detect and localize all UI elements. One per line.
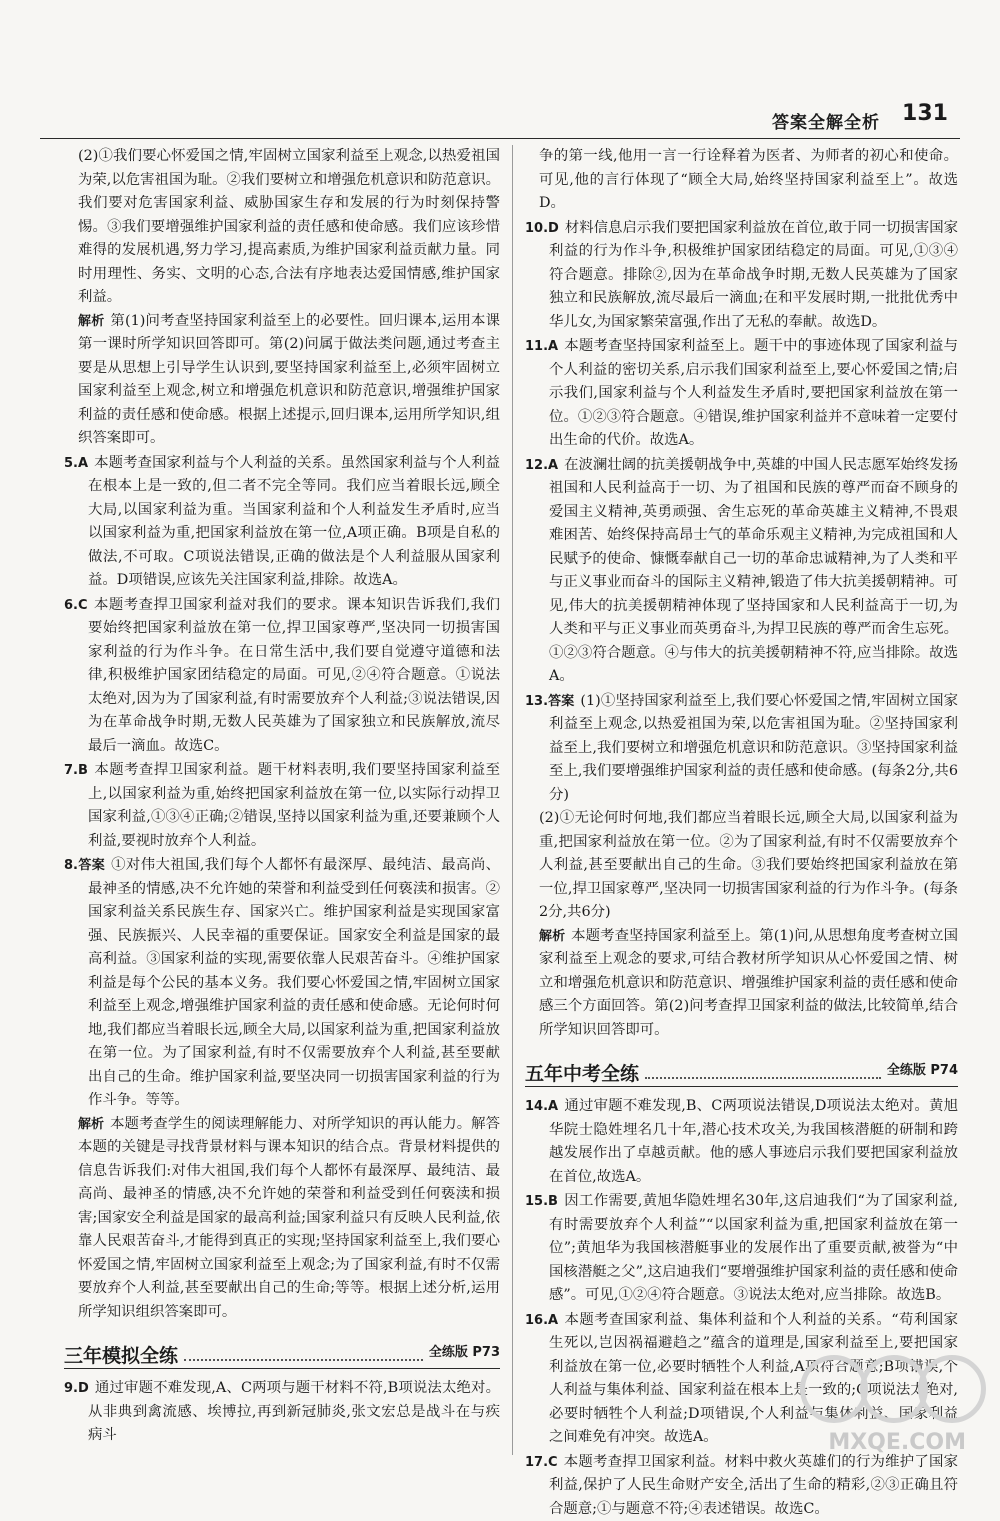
question-number: 15.B <box>525 1194 558 1209</box>
question-12 <box>525 454 958 689</box>
analysis-paragraph <box>525 925 958 1043</box>
question-text: 通过审题不难发现,A、C两项与题干材料不符,B项说法太绝对。从非典到禽流感、埃博拉,再到新冠肺炎,张文宏总是战斗在与疾病斗 <box>88 1380 500 1443</box>
question-8 <box>64 854 500 1113</box>
right-column <box>525 145 958 1521</box>
analysis-paragraph <box>64 310 500 451</box>
analysis-text: 本题考查坚持国家利益至上。第(1)问,从思想角度考查树立国家利益至上观念的要求,可结合教材所学知识从心怀爱国之情、树立和增强危机意识和防范意识、增强维护国家利益的责任感和使命感三个方面回答。第(2)问考查捍卫国家利益的做法,比较简单,结合所学知识回答即可。 <box>539 928 958 1038</box>
section-dots <box>645 1077 881 1079</box>
question-number: 6.C <box>64 598 88 613</box>
page-header <box>40 98 960 139</box>
question-number: 13.答案 <box>525 694 574 709</box>
question-number: 9.D <box>64 1381 89 1396</box>
section-heading <box>525 1052 958 1087</box>
question-text: 本题考查捍卫国家利益对我们的要求。课本知识告诉我们,我们要始终把国家利益放在第一位,捍卫国家尊严,坚决同一切损害国家利益的行为作斗争。在日常生活中,我们要自觉遵守道德和法律,积极维护国家团结稳定的局面。可见,②④符合题意。①说法太绝对,因为为了国家利益,有时需要放弃个人利益;③说法错误,因为在革命战争时期,无数人民英雄为了国家独立和民族解放,流尽最后一滴血。故选C。 <box>88 597 500 754</box>
question-number: 8.答案 <box>64 858 105 873</box>
analysis-text: 第(1)问考查坚持国家利益至上的必要性。回归课本,运用本课第一课时所学知识回答即可。第(2)问属于做法类问题,通过考查主要是从思想上引导学生认识到,要坚持国家利益至上,必须牢固树立国家利益至上观念,树立和增强危机意识和防范意识,增强维护国家利益的责任感和使命感。根据上述提示,回归课本,运用所学知识,组织答案即可。 <box>78 313 500 447</box>
section-dots <box>184 1359 423 1361</box>
left-column <box>64 145 500 1448</box>
question-text: 材料信息启示我们要把国家利益放在首位,敢于同一切损害国家利益的行为作斗争,积极维护国家团结稳定的局面。可见,①③④符合题意。排除②,因为在革命战争时期,无数人民英雄为了国家独立和民族解放,流尽最后一滴血;在和平发展时期,一批批优秀中华儿女,为国家繁荣富强,作出了无私的奉献。故选D。 <box>549 220 958 330</box>
question-text: 通过审题不难发现,B、C两项说法错误,D项说法太绝对。黄旭华院士隐姓埋名几十年,潜心技术攻关,为我国核潜艇的研制和跨越发展作出了卓越贡献。他的感人事迹启示我们要把国家利益放在首位,故选A。 <box>549 1098 958 1185</box>
analysis-label: 解析 <box>78 314 104 329</box>
question-text: (1)①坚持国家利益至上,我们要心怀爱国之情,牢固树立国家利益至上观念,以热爱祖国为荣,以危害祖国为耻。②坚持国家利益至上,我们要树立和增强危机意识和防范意识。③坚持国家利益至上,我们要增强维护国家利益的责任感和使命感。(每条2分,共6分) <box>549 693 958 803</box>
analysis-text: 本题考查学生的阅读理解能力、对所学知识的再认能力。解答本题的关键是寻找背景材料与课本知识的结合点。背景材料提供的信息告诉我们:对伟大祖国,我们每个人都怀有最深厚、最纯洁、最高尚、最神圣的情感,决不允许她的荣誉和利益受到任何亵渎和损害;国家安全利益是国家的最高利益;国家利益只有反映人民利益,依靠人民艰苦奋斗,才能得到真正的实现;坚持国家利益至上,我们要心怀爱国之情,牢固树立国家利益至上观念;为了国家利益,有时不仅需要放弃个人利益,甚至要献出自己的生命;等等。根据上述分析,运用所学知识组织答案即可。 <box>78 1116 500 1320</box>
question-13 <box>525 690 958 808</box>
section-page-ref: 全练版 P74 <box>887 1059 958 1087</box>
answer-paragraph: (2)①我们要心怀爱国之情,牢固树立国家利益至上观念,以热爱祖国为荣,以危害祖国为耻。②我们要树立和增强危机意识和防范意识。我们要对危害国家利益、威胁国家生存和发展的行为时刻保持警惕。③我们要增强维护国家利益的责任感和使命感。我们应该珍惜难得的发展机遇,努力学习,提高素质,为维护国家利益贡献力量。同时用理性、务实、文明的心态,合法有序地表达爱国情感,维护国家利益。 <box>64 145 500 310</box>
question-text: ①对伟大祖国,我们每个人都怀有最深厚、最纯洁、最高尚、最神圣的情感,决不允许她的荣誉和利益受到任何亵渎和损害。②国家利益关系民族生存、国家兴亡。维护国家利益是实现国家富强、民族振兴、人民幸福的重要保证。国家安全利益是国家的最高利益。③国家利益的实现,需要依靠人民艰苦奋斗。④维护国家利益是每个公民的基本义务。我们要心怀爱国之情,牢固树立国家利益至上观念,增强维护国家利益的责任感和使命感。无论何时何地,我们都应当着眼长远,顾全大局,以国家利益为重,把国家利益放在第一位。为了国家利益,有时不仅需要放弃个人利益,甚至要献出自己的生命。维护国家利益,要坚决同一切损害国家利益的行为作斗争。等等。 <box>88 857 500 1108</box>
section-page-ref: 全练版 P73 <box>429 1341 500 1369</box>
question-11 <box>525 335 958 453</box>
question-10 <box>525 217 958 335</box>
question-number: 10.D <box>525 221 559 236</box>
question-number: 5.A <box>64 456 88 471</box>
question-15 <box>525 1190 958 1308</box>
question-text: 本题考查坚持国家利益至上。题干中的事迹体现了国家利益与个人利益的密切关系,启示我们国家利益至上,要心怀爱国之情;启示我们,国家利益与个人利益发生矛盾时,要把国家利益放在第一位。①②③符合题意。④错误,维护国家利益并不意味着一定要付出生命的代价。故选A。 <box>549 338 958 448</box>
analysis-label: 解析 <box>539 929 565 944</box>
watermark-text: MXQE.COM <box>828 1430 966 1455</box>
question-7 <box>64 759 500 853</box>
question-9-continued: 争的第一线,他用一言一行诠释着为医者、为师者的初心和使命。可见,他的言行体现了“顾全大局,始终坚持国家利益至上”。故选D。 <box>525 145 958 216</box>
question-text: 本题考查捍卫国家利益。材料中救火英雄们的行为维护了国家利益,保护了人民生命财产安全,活出了生命的精彩,②③正确且符合题意;①与题意不符;④表述错误。故选C。 <box>549 1454 958 1517</box>
question-13-part-2: (2)①无论何时何地,我们都应当着眼长远,顾全大局,以国家利益为重,把国家利益放在第一位。②为了国家利益,有时不仅需要放弃个人利益,甚至要献出自己的生命。③我们要始终把国家利益放在第一位,捍卫国家尊严,坚决同一切损害国家利益的行为作斗争。(每条2分,共6分) <box>525 807 958 925</box>
page-number: 131 <box>890 98 960 130</box>
question-text: 在波澜壮阔的抗美援朝战争中,英雄的中国人民志愿军始终发扬祖国和人民利益高于一切、为了祖国和民族的尊严而奋不顾身的爱国主义精神,英勇顽强、舍生忘死的革命英雄主义精神,不畏艰难困苦、始终保持高昂士气的革命乐观主义精神,为完成祖国和人民赋予的使命、慷慨奉献自己一切的革命忠诚精神,为了人类和平与正义事业而奋斗的国际主义精神,锻造了伟大抗美援朝精神。可见,伟大的抗美援朝精神体现了坚持国家和人民利益高于一切,为人类和平与正义事业而英勇奋斗,为捍卫民族的尊严而舍生忘死。①②③符合题意。④与伟大的抗美援朝精神不符,应当排除。故选A。 <box>549 457 958 685</box>
section-title: 三年模拟全练 <box>64 1345 178 1369</box>
question-text: 本题考查国家利益与个人利益的关系。虽然国家利益与个人利益在根本上是一致的,但二者不完全等同。我们应当着眼长远,顾全大局,以国家利益为重。当国家利益和个人利益发生矛盾时,应当以国家利益为重,把国家利益放在第一位,A项正确。B项是自私的做法,不可取。C项说法错误,正确的做法是个人利益服从国家利益。D项错误,应该先关注国家利益,排除。故选A。 <box>88 455 500 589</box>
question-text: 本题考查国家利益、集体利益和个人利益的关系。“苟利国家生死以,岂因祸福避趋之”蕴含的道理是,国家利益至上,要把国家利益放在第一位,必要时牺牲个人利益,A项符合题意;B项错误,个人利益与集体利益、国家利益在根本上是一致的;C项说法太绝对,必要时牺牲个人利益;D项错误,个人利益与集体利益、国家利益之间难免有冲突。故选A。 <box>549 1312 958 1446</box>
question-text: 因工作需要,黄旭华隐姓埋名30年,这启迪我们“为了国家利益,有时需要放弃个人利益”“以国家利益为重,把国家利益放在第一位”;黄旭华为我国核潜艇事业的发展作出了重要贡献,被誉为“中国核潜艇之父”,这启迪我们“要增强维护国家利益的责任感和使命感”。可见,①②④符合题意。③说法太绝对,应当排除。故选B。 <box>549 1193 958 1303</box>
section-title: 五年中考全练 <box>525 1063 639 1087</box>
analysis-paragraph <box>64 1113 500 1325</box>
header-title: 答案全解全析 <box>772 108 880 133</box>
question-number: 7.B <box>64 763 88 778</box>
question-number: 11.A <box>525 339 558 354</box>
question-text: 本题考查捍卫国家利益。题干材料表明,我们要坚持国家利益至上,以国家利益为重,始终把国家利益放在第一位,以实际行动捍卫国家利益,①③④正确;②错误,坚持以国家利益为重,还要兼顾个人利益,要视时放弃个人利益。 <box>88 762 500 849</box>
question-number: 14.A <box>525 1099 558 1114</box>
question-9 <box>64 1377 500 1448</box>
question-5 <box>64 452 500 593</box>
watermark-ring <box>800 1355 868 1423</box>
watermark-ring <box>918 1355 986 1423</box>
column-divider <box>512 145 513 1455</box>
question-17 <box>525 1451 958 1521</box>
section-heading <box>64 1334 500 1369</box>
question-number: 12.A <box>525 458 558 473</box>
question-6 <box>64 594 500 759</box>
question-number: 17.C <box>525 1455 558 1470</box>
analysis-label: 解析 <box>78 1117 104 1132</box>
question-14 <box>525 1095 958 1189</box>
watermark <box>796 1371 986 1461</box>
question-number: 16.A <box>525 1313 558 1328</box>
